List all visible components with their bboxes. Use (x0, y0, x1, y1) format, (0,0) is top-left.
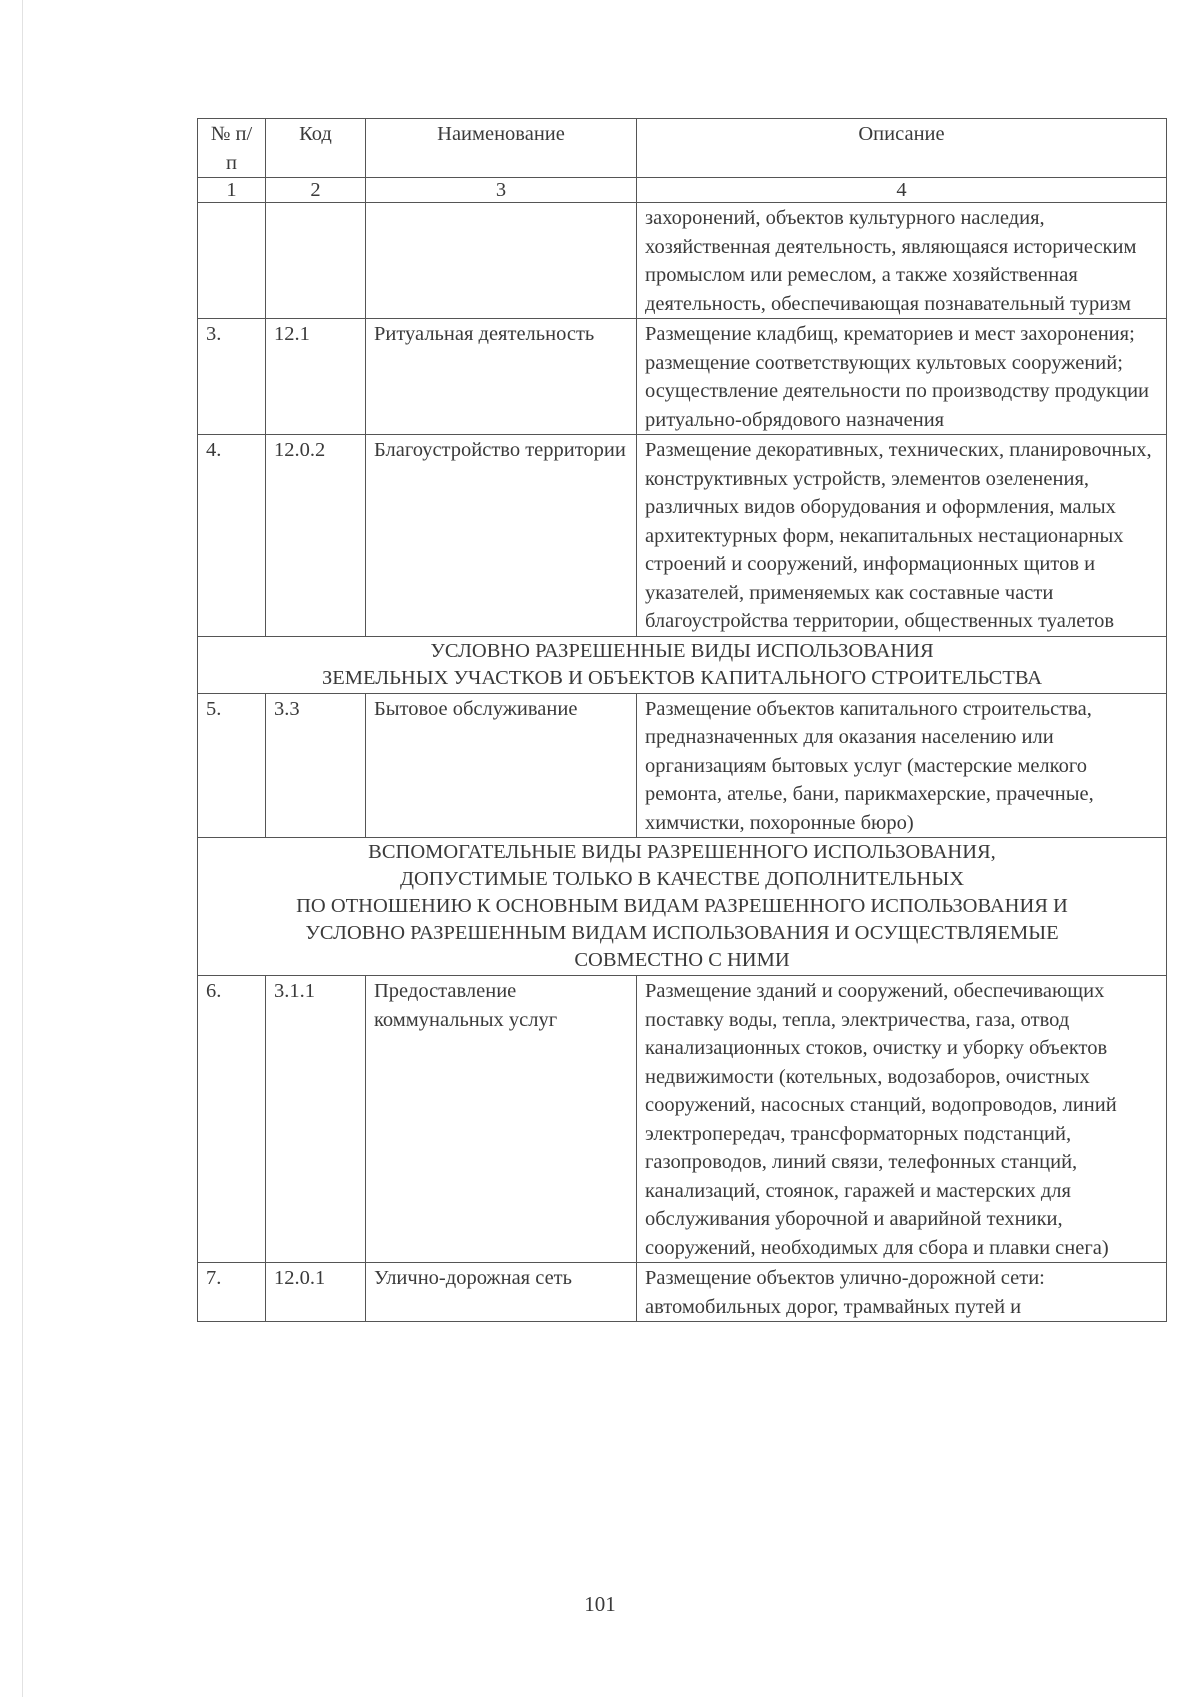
cell-num: 6. (198, 976, 266, 1263)
cell-num: 5. (198, 693, 266, 838)
column-number: 4 (637, 178, 1167, 203)
cell-num: 7. (198, 1263, 266, 1322)
table-row (198, 1263, 1167, 1322)
cell-description: Размещение объектов капитального строительства, предназначенных для оказания населению или организациям бытовых услуг (мастерские мелкого ремонта, ателье, бани, парикмахерские, прачечные, химчистки, похоронные бюро) (637, 693, 1167, 838)
cell-code: 3.1.1 (266, 976, 366, 1263)
column-number: 1 (198, 178, 266, 203)
table-row (198, 319, 1167, 435)
column-number: 2 (266, 178, 366, 203)
section-heading-conditional (198, 636, 1167, 693)
section-heading-line: ДОПУСТИМЫЕ ТОЛЬКО В КАЧЕСТВЕ ДОПОЛНИТЕЛЬНЫХ (399, 868, 964, 890)
column-number: 3 (366, 178, 637, 203)
cell-name: Благоустройство территории (366, 435, 637, 637)
section-heading-line: ВСПОМОГАТЕЛЬНЫЕ ВИДЫ РАЗРЕШЕННОГО ИСПОЛЬЗОВАНИЯ, (368, 841, 996, 863)
cell-description: Размещение декоративных, технических, планировочных, конструктивных устройств, элементов озеленения, различных видов оборудования и оформления, малых архитектурных форм, некапитальных нестационарных строений и сооружений, информационных щитов и указателей, применяемых как составные части благоустройства территории, общественных туалетов (637, 435, 1167, 637)
header-num: № п/п (198, 119, 266, 178)
cell-code: 3.3 (266, 693, 366, 838)
cell-description: Размещение зданий и сооружений, обеспечивающих поставку воды, тепла, электричества, газа, отвод канализационных стоков, очистку и уборку объектов недвижимости (котельных, водозаборов, очистных сооружений, насосных станций, водопроводов, линий электропередач, трансформаторных подстанций, газопроводов, линий связи, телефонных станций, канализаций, стоянок, гаражей и мастерских для обслуживания уборочной и аварийной техники, сооружений, необходимых для сбора и плавки снега) (637, 976, 1167, 1263)
table-row (198, 693, 1167, 838)
header-code: Код (266, 119, 366, 178)
section-heading-cell (198, 636, 1167, 693)
cell-num (198, 203, 266, 319)
cell-name: Бытовое обслуживание (366, 693, 637, 838)
section-heading-line: УСЛОВНО РАЗРЕШЕННЫМ ВИДАМ ИСПОЛЬЗОВАНИЯ И ОСУЩЕСТВЛЯЕМЫЕ (305, 922, 1059, 944)
table-row (198, 435, 1167, 637)
section-heading-line: ПО ОТНОШЕНИЮ К ОСНОВНЫМ ВИДАМ РАЗРЕШЕННОГО ИСПОЛЬЗОВАНИЯ И (296, 895, 1068, 917)
section-heading-cell (198, 838, 1167, 976)
section-heading-auxiliary (198, 838, 1167, 976)
section-heading-line: УСЛОВНО РАЗРЕШЕННЫЕ ВИДЫ ИСПОЛЬЗОВАНИЯ (430, 639, 934, 662)
cell-name: Улично-дорожная сеть (366, 1263, 637, 1322)
cell-code: 12.1 (266, 319, 366, 435)
header-name: Наименование (366, 119, 637, 178)
section-heading-line: СОВМЕСТНО С НИМИ (574, 949, 790, 971)
header-description: Описание (637, 119, 1167, 178)
cell-description: Размещение кладбищ, крематориев и мест захоронения; размещение соответствующих культовых сооружений; осуществление деятельности по производству продукции ритуально-обрядового назначения (637, 319, 1167, 435)
cell-code: 12.0.2 (266, 435, 366, 637)
table-row (198, 976, 1167, 1263)
cell-name: Предоставление коммунальных услуг (366, 976, 637, 1263)
cell-num: 4. (198, 435, 266, 637)
table-header-row (198, 119, 1167, 178)
cell-name (366, 203, 637, 319)
section-heading-line: ЗЕМЕЛЬНЫХ УЧАСТКОВ И ОБЪЕКТОВ КАПИТАЛЬНОГО СТРОИТЕЛЬСТВА (321, 666, 1043, 689)
cell-description: Размещение объектов улично-дорожной сети: автомобильных дорог, трамвайных путей и (637, 1263, 1167, 1322)
scan-edge-line (22, 0, 23, 1697)
land-use-table (197, 118, 1167, 1322)
cell-name: Ритуальная деятельность (366, 319, 637, 435)
cell-code (266, 203, 366, 319)
table-row-continuation (198, 203, 1167, 319)
column-number-row (198, 178, 1167, 203)
cell-code: 12.0.1 (266, 1263, 366, 1322)
cell-description: захоронений, объектов культурного наследия, хозяйственная деятельность, являющаяся историческим промыслом или ремеслом, а также хозяйственная деятельность, обеспечивающая познавательный туризм (637, 203, 1167, 319)
cell-num: 3. (198, 319, 266, 435)
page-number: 101 (584, 1592, 616, 1616)
